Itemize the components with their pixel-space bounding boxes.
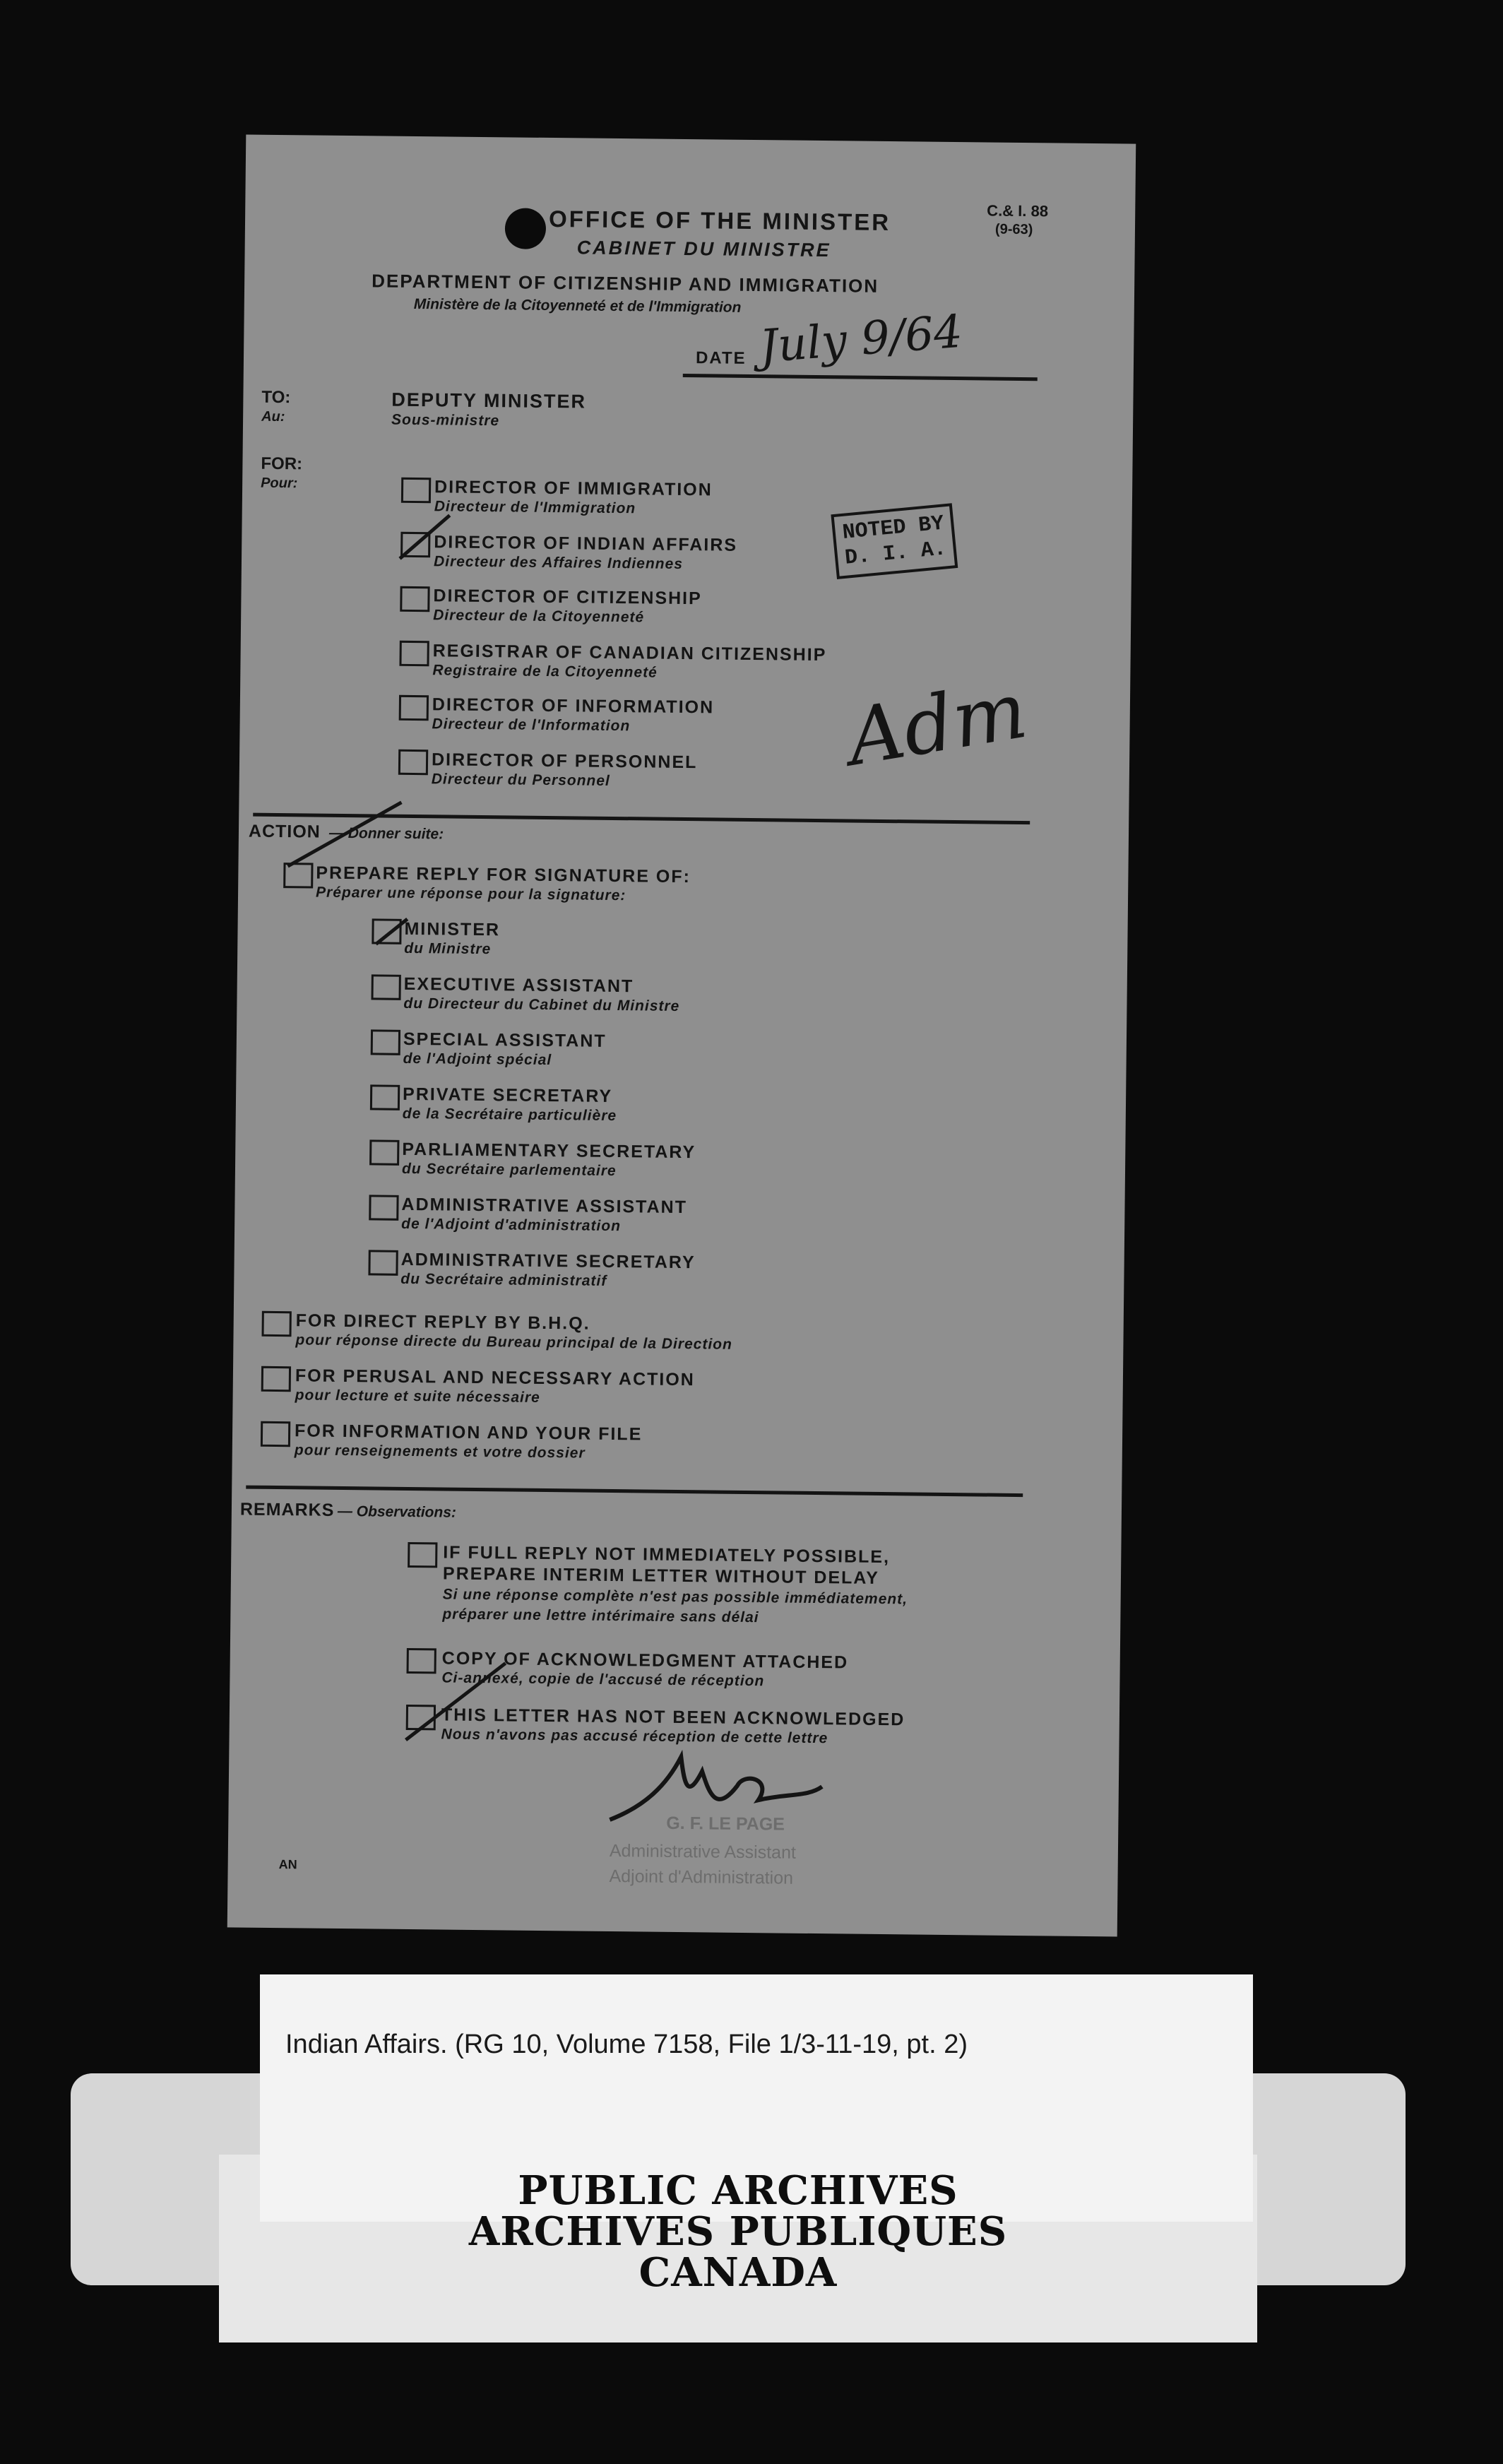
memo-slip: [227, 134, 1136, 1936]
checkbox-special-assistant[interactable]: [371, 1029, 400, 1055]
for-item-fr: Directeur du Personnel: [431, 771, 610, 789]
signature-item-en: EXECUTIVE ASSISTANT: [403, 973, 634, 997]
checkbox-information-file[interactable]: [261, 1421, 290, 1447]
other-action-en: FOR PERUSAL AND NECESSARY ACTION: [295, 1366, 695, 1390]
noted-by-stamp: [831, 503, 958, 579]
for-item-fr: Directeur de la Citoyenneté: [433, 607, 645, 626]
checkbox-director-citizenship[interactable]: [400, 586, 429, 612]
to-label-fr: Au:: [261, 408, 285, 425]
signature-item-en: MINISTER: [404, 918, 501, 940]
for-item-en: REGISTRAR OF CANADIAN CITIZENSHIP: [432, 641, 827, 665]
form-title-fr: CABINET DU MINISTRE: [576, 237, 831, 261]
signature-item-en: PRIVATE SECRETARY: [402, 1084, 613, 1106]
signature-item-fr: du Ministre: [404, 940, 492, 958]
for-item-fr: Registraire de la Citoyenneté: [432, 662, 658, 681]
remark-en: THIS LETTER HAS NOT BEEN ACKNOWLEDGED: [441, 1705, 905, 1730]
date-underline: [683, 374, 1038, 381]
signature-item-en: PARLIAMENTARY SECRETARY: [402, 1139, 696, 1163]
other-action-fr: pour réponse directe du Bureau principal de la Direction: [295, 1332, 732, 1353]
signer-title-fr: Adjoint d'Administration: [609, 1866, 794, 1888]
remarks-label: REMARKS: [239, 1499, 335, 1520]
remark-en: PREPARE INTERIM LETTER WITHOUT DELAY: [442, 1563, 879, 1588]
checkbox-interim-letter[interactable]: [408, 1542, 437, 1568]
for-item-fr: Directeur de l'Immigration: [434, 498, 636, 517]
other-action-fr: pour lecture et suite nécessaire: [295, 1387, 540, 1406]
to-recipient-fr: Sous-ministre: [391, 411, 500, 430]
prepare-reply-fr: Préparer une réponse pour la signature:: [315, 884, 626, 904]
signature-item-fr: de la Secrétaire particulière: [402, 1105, 617, 1125]
for-item-fr: Directeur des Affaires Indiennes: [433, 553, 684, 572]
signature-item-fr: du Directeur du Cabinet du Ministre: [403, 995, 680, 1014]
signature-item-en: SPECIAL ASSISTANT: [403, 1029, 607, 1051]
for-item-en: DIRECTOR OF PERSONNEL: [431, 750, 698, 773]
remark-en: COPY OF ACKNOWLEDGMENT ATTACHED: [441, 1648, 849, 1673]
signature-item-fr: de l'Adjoint d'administration: [401, 1215, 622, 1235]
signer-title-en: Administrative Assistant: [609, 1840, 797, 1863]
other-action-en: FOR DIRECT REPLY BY B.H.Q.: [295, 1310, 590, 1334]
remark-fr: Nous n'avons pas accusé réception de cette lettre: [441, 1726, 828, 1747]
for-item-en: DIRECTOR OF INFORMATION: [432, 694, 715, 718]
archives-line-3: CANADA: [638, 2249, 838, 2296]
corner-mark: AN: [278, 1857, 297, 1872]
checkbox-executive-assistant[interactable]: [372, 974, 401, 1000]
form-revision: (9-63): [994, 221, 1033, 238]
checkbox-administrative-assistant[interactable]: [369, 1195, 398, 1220]
remarks-label-fr: — Observations:: [337, 1503, 457, 1521]
signature-item-fr: du Secrétaire administratif: [400, 1270, 607, 1289]
signature-item-fr: de l'Adjoint spécial: [403, 1050, 552, 1069]
checkbox-perusal[interactable]: [261, 1366, 291, 1392]
date-value: July 9/64: [757, 305, 965, 374]
department-fr: Ministère de la Citoyenneté et de l'Immigration: [413, 295, 742, 316]
signature-item-en: ADMINISTRATIVE ASSISTANT: [401, 1194, 688, 1218]
punch-hole: [505, 208, 547, 249]
form-code: C.& I. 88: [987, 201, 1049, 220]
action-label-fr: — Donner suite:: [328, 824, 444, 843]
remark-fr: Si une réponse complète n'est pas possible immédiatement,: [442, 1586, 908, 1608]
checkbox-director-information[interactable]: [399, 695, 429, 721]
remark-fr: Ci-annexé, copie de l'accusé de réception: [441, 1669, 765, 1690]
archives-line-2: ARCHIVES PUBLIQUES: [468, 2208, 1008, 2255]
remarks-divider: [246, 1486, 1023, 1498]
for-label-fr: Pour:: [261, 475, 298, 492]
checkbox-private-secretary[interactable]: [370, 1084, 400, 1110]
for-item-en: DIRECTOR OF INDIAN AFFAIRS: [434, 532, 738, 555]
for-item-fr: Directeur de l'Information: [432, 716, 631, 735]
to-recipient: DEPUTY MINISTER: [391, 389, 587, 413]
checkbox-director-personnel[interactable]: [398, 750, 428, 775]
form-title-en: OFFICE OF THE MINISTER: [548, 205, 891, 236]
other-action-en: FOR INFORMATION AND YOUR FILE: [294, 1421, 643, 1445]
date-label: DATE: [695, 348, 747, 368]
prepare-reply-en: PREPARE REPLY FOR SIGNATURE OF:: [316, 863, 691, 887]
remark-fr: préparer une lettre intérimaire sans délai: [442, 1606, 759, 1626]
for-label: FOR:: [261, 454, 303, 474]
checkbox-prepare-reply[interactable]: [283, 863, 313, 888]
stamp-line: NOTED BY: [841, 511, 945, 545]
signer-name: G. F. LE PAGE: [666, 1813, 785, 1835]
remark-en: IF FULL REPLY NOT IMMEDIATELY POSSIBLE,: [443, 1542, 891, 1568]
stamp-line: D. I. A.: [843, 537, 948, 571]
to-label: TO:: [261, 387, 291, 408]
for-item-en: DIRECTOR OF CITIZENSHIP: [433, 586, 702, 609]
action-label: ACTION: [248, 821, 321, 842]
other-action-fr: pour renseignements et votre dossier: [294, 1442, 586, 1462]
handwritten-annotation: Adm: [840, 664, 1033, 783]
signature-item-fr: du Secrétaire parlementaire: [401, 1160, 617, 1180]
citation-text: Indian Affairs. (RG 10, Volume 7158, File 1/3-11-19, pt. 2): [285, 2030, 968, 2059]
checkbox-parliamentary-secretary[interactable]: [369, 1139, 399, 1165]
checkbox-director-immigration[interactable]: [401, 478, 431, 503]
signature-item-en: ADMINISTRATIVE SECRETARY: [400, 1249, 696, 1273]
checkbox-registrar[interactable]: [399, 641, 429, 666]
checkbox-direct-reply[interactable]: [262, 1311, 292, 1337]
archives-line-1: PUBLIC ARCHIVES: [518, 2167, 958, 2214]
department-en: DEPARTMENT OF CITIZENSHIP AND IMMIGRATION: [372, 270, 879, 297]
checkbox-administrative-secretary[interactable]: [368, 1250, 398, 1275]
for-item-en: DIRECTOR OF IMMIGRATION: [434, 477, 713, 500]
